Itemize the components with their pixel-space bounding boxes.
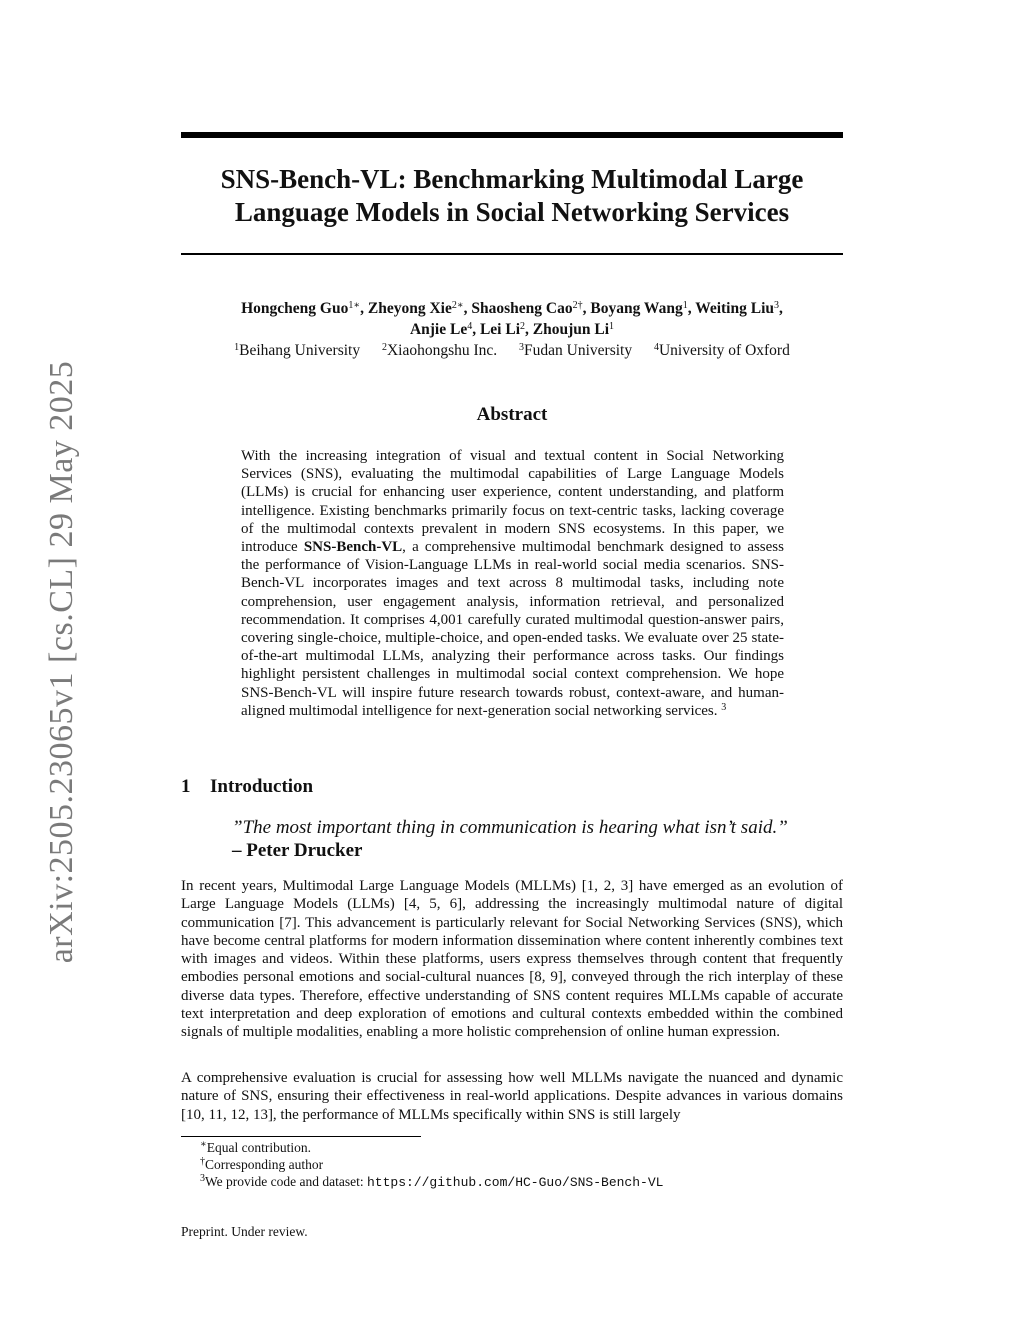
author-affiliation-mark: 2∗ bbox=[451, 300, 464, 311]
author-line-2: Anjie Le$^4$, Lei Li$^2$, Zhoujun Li$^1$ bbox=[409, 321, 615, 338]
footnote: $^3$We provide code and dataset: https://github.com/HC-Guo/SNS-Bench-VL bbox=[200, 1173, 664, 1190]
author-name: Zheyong Xie bbox=[367, 300, 452, 317]
author-name: Hongcheng Guo bbox=[241, 300, 349, 317]
footnote-link[interactable]: 3 bbox=[721, 701, 727, 713]
author-affiliation-mark: 1 bbox=[682, 300, 688, 311]
affiliation: $^1$Beihang University bbox=[234, 342, 361, 359]
title-bottom-rule bbox=[181, 253, 843, 255]
section-number: 1 bbox=[181, 776, 191, 797]
affiliation: $^4$University of Oxford bbox=[653, 342, 790, 359]
author-name: Boyang Wang bbox=[590, 300, 683, 317]
affiliation: $^2$Xiaohongshu Inc. bbox=[381, 342, 498, 359]
title-line-2: Language Models in Social Networking Services bbox=[234, 197, 790, 227]
body-paragraph: In recent years, Multimodal Large Language Models (MLLMs) [1, 2, 3] have emerged as an evolution of Large Language Models (LLMs) [4, 5, 6], addressing the increasingly multimodal nature of digital communication [7]. This advancement is particularly relevant for Social Networking Services (SNS), which have become central platforms for modern information dissemination where content inherently combines text with images and videos. Within these platforms, users express themselves through content that frequently embodies personal emotions and social-cultural nuances [8, 9], conveyed through the rich interplay of these diverse data types. Therefore, effective understanding of SNS content requires MLLMs capable of accurate text interpretation and deep exploration of emotions and cultural contexts embedded within the combined signals of multiple modalities, enabling a more holistic comprehension of online human expression. bbox=[181, 878, 843, 1041]
author-name: Zhoujun Li bbox=[532, 321, 610, 338]
author-name: Anjie Le bbox=[409, 321, 468, 338]
author-affiliation-mark: 2† bbox=[572, 300, 583, 311]
author-block bbox=[181, 298, 843, 361]
abstract-heading: Abstract bbox=[476, 404, 548, 425]
preprint-note: Preprint. Under review. bbox=[181, 1224, 308, 1239]
author-affiliation-mark: 1∗ bbox=[348, 300, 361, 311]
arxiv-identifier: arXiv:2505.23065v1 [cs.CL] 29 May 2025 bbox=[43, 360, 80, 964]
section-title: Introduction bbox=[210, 776, 314, 797]
author-name: Weiting Liu bbox=[695, 300, 774, 317]
author-affiliation-mark: 3 bbox=[774, 300, 779, 311]
body-paragraph: A comprehensive evaluation is crucial for assessing how well MLLMs navigate the nuanced and dynamic nature of SNS, ensuring their effectiveness in real-world applications. Despite advances in various domains [10, 11, 12, 13], the performance of MLLMs specifically within SNS is still largely bbox=[181, 1070, 843, 1123]
section-heading-introduction bbox=[181, 776, 313, 798]
author-affiliation-mark: 4 bbox=[467, 321, 473, 332]
paper-title bbox=[181, 163, 843, 229]
epigraph-quote bbox=[232, 816, 792, 862]
affiliation: $^3$Fudan University bbox=[519, 342, 633, 359]
footnotes bbox=[200, 1139, 663, 1191]
footnote: †Corresponding author bbox=[200, 1156, 324, 1172]
author-affiliation-mark: 1 bbox=[609, 321, 615, 332]
footnote-rule bbox=[181, 1136, 421, 1137]
benchmark-name: SNS-Bench-VL bbox=[303, 539, 403, 556]
title-top-rule bbox=[181, 132, 843, 138]
github-link[interactable]: https://github.com/HC-Guo/SNS-Bench-VL bbox=[366, 1175, 664, 1190]
author-line-1: Hongcheng Guo$^{1∗}$, Zheyong Xie$^{2∗}$, Shaosheng Cao$^{2\dagger}$, Boyang Wang$^1$, Weiting Liu$^3$, bbox=[241, 300, 783, 317]
author-name: Shaosheng Cao bbox=[471, 300, 573, 317]
affiliation-line bbox=[181, 340, 843, 361]
author-affiliation-mark: 2 bbox=[520, 321, 526, 332]
footnote: ∗Equal contribution. bbox=[200, 1139, 312, 1155]
author-name: Lei Li bbox=[479, 321, 521, 338]
title-line-1: SNS-Bench-VL: Benchmarking Multimodal Large bbox=[220, 164, 804, 194]
quote-text: ”The most important thing in communication is hearing what isn’t said.” bbox=[232, 817, 788, 838]
abstract-body: With the increasing integration of visual and textual content in Social Networking Services (SNS), evaluating the multimodal capabilities of Large Language Models (LLMs) is crucial for enhancing user experience, content understanding, and platform intelligence. Existing benchmarks primarily focus on text-centric tasks, lacking coverage of the multimodal contexts prevalent in modern SNS ecosystems. In this paper, we introduce SNS-Bench-VL, a comprehensive multimodal benchmark designed to assess the performance of Vision-Language LLMs in real-world social media scenarios. SNS-Bench-VL incorporates images and text across 8 multimodal tasks, including note comprehension, user engagement analysis, information retrieval, and personalized recommendation. It comprises 4,001 carefully curated multimodal question-answer pairs, covering single-choice, multiple-choice, and open-ended tasks. We evaluate over 25 state-of-the-art multimodal LLMs, analyzing their performance across tasks. Our findings highlight persistent challenges in multimodal social context comprehension. We hope SNS-Bench-VL will inspire future research towards robust, context-aware, and human-aligned multimodal intelligence for next-generation social networking services. $^3$ bbox=[241, 448, 784, 719]
quote-author: – Peter Drucker bbox=[232, 840, 363, 861]
